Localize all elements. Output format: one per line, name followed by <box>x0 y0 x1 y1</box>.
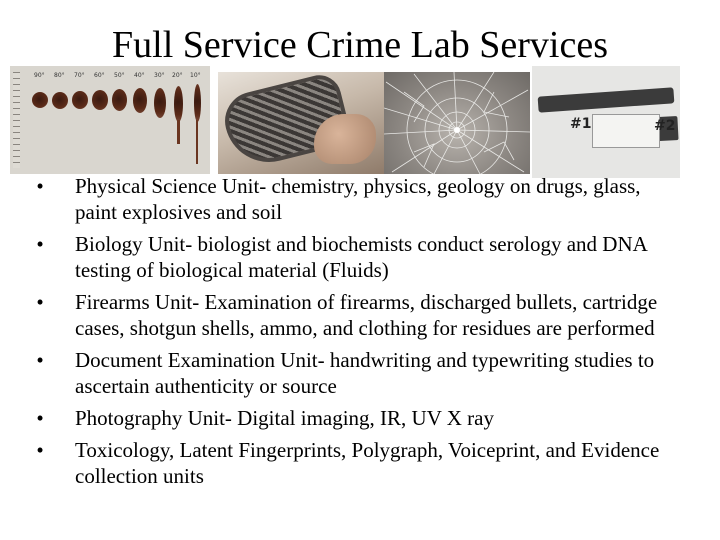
list-item <box>30 231 670 283</box>
blood-tail <box>196 120 198 164</box>
hand <box>314 114 376 164</box>
angle-label: 30° <box>154 72 165 79</box>
list-item <box>30 289 670 341</box>
bullet-text: Photography Unit- Digital imaging, IR, UV X ray <box>75 406 494 430</box>
slide-title: Full Service Crime Lab Services <box>112 24 608 66</box>
angle-label: 60° <box>94 72 105 79</box>
bullet-text: Document Examination Unit- handwriting and typewriting studies to ascertain authenticity or source <box>75 348 655 398</box>
angle-label: 80° <box>54 72 65 79</box>
impact-point <box>454 127 460 133</box>
blood-drop <box>194 84 201 122</box>
evidence-label-2: #2 <box>654 118 676 134</box>
list-item <box>30 347 670 399</box>
bullet-text: Firearms Unit- Examination of firearms, discharged bullets, cartridge cases, shotgun shells, ammo, and clothing for residues are performed <box>75 290 658 340</box>
bullet-text: Toxicology, Latent Fingerprints, Polygraph, Voiceprint, and Evidence collection units <box>75 438 660 488</box>
ruler-scale <box>13 72 20 168</box>
cracked-glass-photo <box>384 72 530 174</box>
list-item <box>30 437 670 489</box>
bullet-glyph: • <box>36 232 44 256</box>
angle-label: 40° <box>134 72 145 79</box>
shoe-sole-photo <box>218 72 384 174</box>
paint-chip <box>538 87 675 112</box>
blood-drop <box>92 90 108 110</box>
blood-drop <box>133 88 147 113</box>
paint-chip-photo <box>532 66 680 178</box>
bullet-glyph: • <box>36 406 44 430</box>
glass-fracture-lines <box>384 72 530 174</box>
bullet-glyph: • <box>36 438 44 462</box>
evidence-label-1: #1 <box>570 116 592 132</box>
blood-drop <box>72 91 88 109</box>
blood-tail <box>177 120 180 144</box>
evidence-card <box>592 114 660 148</box>
bullet-glyph: • <box>36 290 44 314</box>
blood-drop <box>52 92 68 109</box>
bullet-list <box>30 173 670 495</box>
blood-drop <box>154 88 166 118</box>
blood-drop <box>32 92 48 108</box>
blood-drop <box>174 86 183 122</box>
bullet-text: Physical Science Unit- chemistry, physics, geology on drugs, glass, paint explosives and soil <box>75 174 641 224</box>
list-item <box>30 173 670 225</box>
bullet-glyph: • <box>36 348 44 372</box>
bullet-glyph: • <box>36 174 44 198</box>
blood-spatter-photo <box>10 66 210 174</box>
angle-label: 10° <box>190 72 201 79</box>
angle-label: 90° <box>34 72 45 79</box>
angle-label: 70° <box>74 72 85 79</box>
angle-label: 20° <box>172 72 183 79</box>
blood-drop <box>112 89 127 111</box>
list-item <box>30 405 670 431</box>
angle-label: 50° <box>114 72 125 79</box>
bullet-text: Biology Unit- biologist and biochemists conduct serology and DNA testing of biological material (Fluids) <box>75 232 647 282</box>
